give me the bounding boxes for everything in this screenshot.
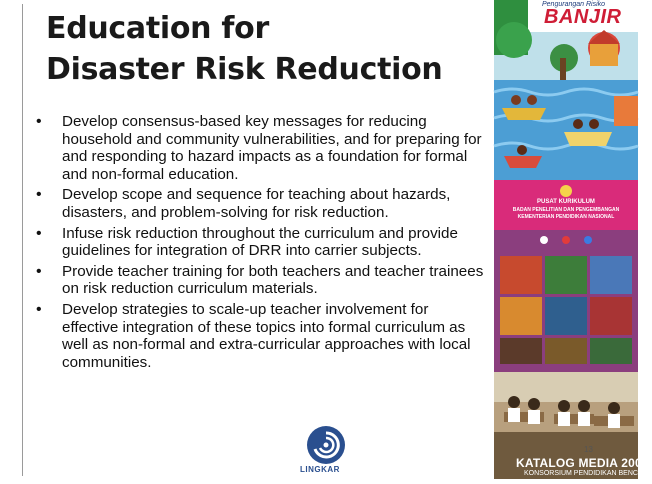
cover-photo-collage bbox=[494, 230, 638, 380]
cover-publisher-band bbox=[494, 180, 638, 230]
page-number: 13 bbox=[584, 445, 593, 454]
cover-publisher-line-1: PUSAT KURIKULUM bbox=[537, 199, 595, 205]
logo-label: LINGKAR bbox=[300, 465, 340, 474]
bullet-item: • Develop consensus-based key messages for reducing household and community vulnerabilities, and for preparing for and responding to hazard impacts as a foundation for formal and non-formal education. bbox=[36, 113, 486, 183]
slide-title-line-2: Disaster Risk Reduction bbox=[46, 52, 443, 87]
bullet-item: • Provide teacher training for both teachers and teacher trainees on risk reduction curriculum materials. bbox=[36, 263, 486, 298]
bullet-item: • Develop scope and sequence for teaching about hazards, disasters, and problem-solving for risk reduction. bbox=[36, 186, 486, 221]
slide-title-line-1: Education for bbox=[46, 11, 269, 46]
slide-title bbox=[46, 8, 476, 90]
bullet-list bbox=[36, 113, 486, 374]
cover-bottom-subtitle: KONSORSIUM PENDIDIKAN BENCANA bbox=[524, 470, 652, 477]
book-cover-image bbox=[494, 0, 652, 479]
cover-classroom-photo bbox=[494, 372, 652, 479]
cover-publisher-line-2: BADAN PENELITIAN DAN PENGEMBANGAN bbox=[512, 207, 620, 213]
cover-publisher-line-3: KEMENTERIAN PENDIDIKAN NASIONAL bbox=[517, 214, 615, 220]
photo-collage-icon bbox=[494, 230, 638, 380]
cover-subtitle: Pengurangan Risiko bbox=[542, 1, 606, 8]
cover-bottom-title: KATALOG MEDIA 2008 bbox=[516, 456, 649, 470]
cover-title: BANJIR bbox=[544, 6, 622, 28]
ministry-emblem-icon bbox=[559, 184, 573, 198]
bullet-item: • Infuse risk reduction throughout the curriculum and provide guidelines for integration of DRR into carrier subjects. bbox=[36, 225, 486, 260]
bullet-item: • Develop strategies to scale-up teacher involvement for effective integration of these topics into formal curriculum as well as non-formal and extra-curricular approaches with local communities. bbox=[36, 301, 486, 371]
cover-flood-illustration bbox=[494, 0, 638, 180]
